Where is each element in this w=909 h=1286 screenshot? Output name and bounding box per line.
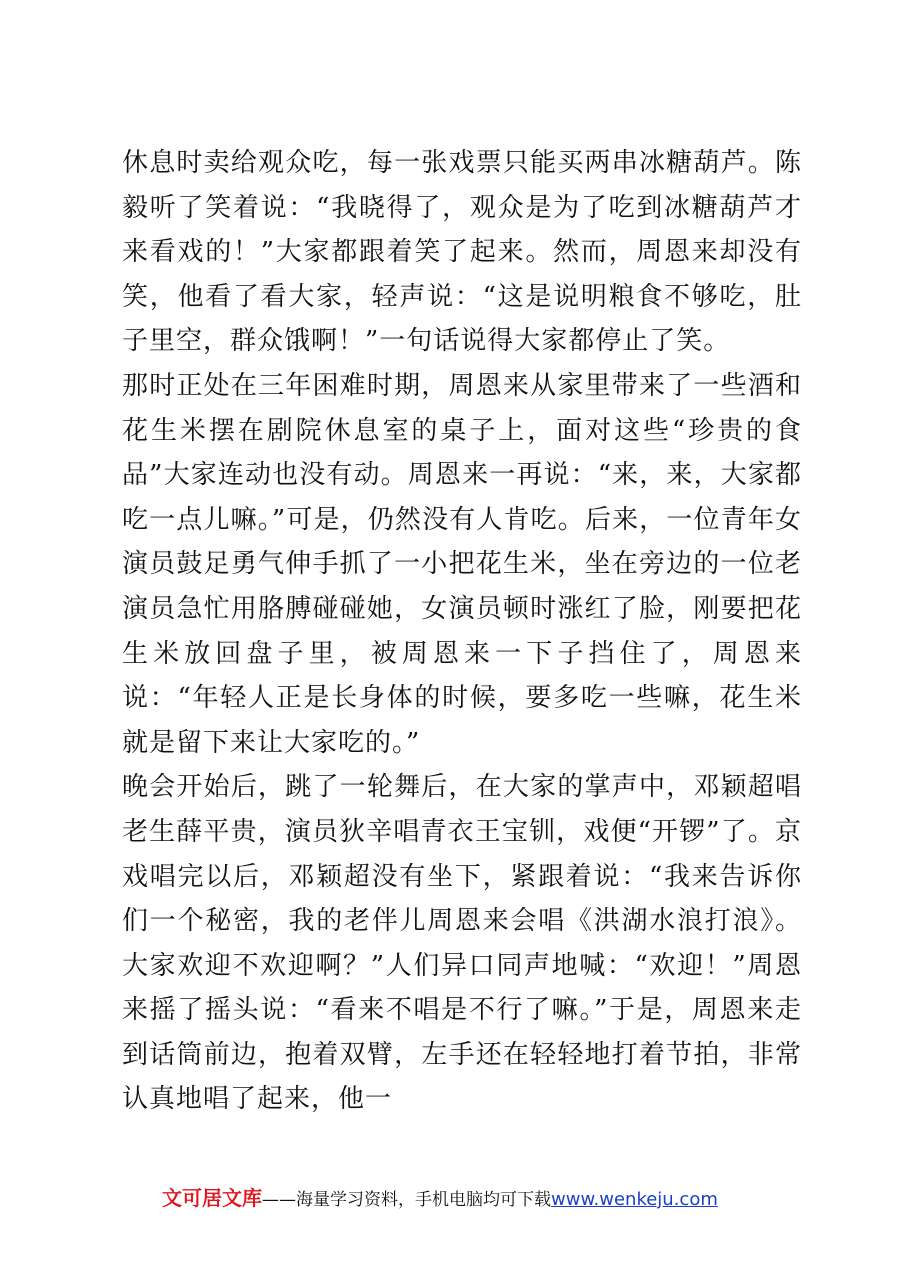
footer-link[interactable]: www.wenkeju.com — [551, 1189, 718, 1210]
footer-brand: 文可居文库 — [162, 1186, 262, 1210]
footer-slogan: ——海量学习资料，手机电脑均可下载 — [262, 1190, 551, 1210]
paragraph-3: 晚会开始后，跳了一轮舞后，在大家的掌声中，邓颖超唱老生薛平贵，演员狄辛唱青衣王宝钏，戏便“开锣”了。京戏唱完以后，邓颖超没有坐下，紧跟着说：“我来告诉你们一个秘密，我的老伴儿周恩来会唱《洪湖水浪打浪》。大家欢迎不欢迎啊？”人们异口同声地喊：“欢迎！”周恩来摇了摇头说：“看来不唱是不行了嘛。”于是，周恩来走到话筒前边，抱着双臂，左手还在轻轻地打着节拍，非常认真地唱了起来，他一 — [122, 772, 802, 1115]
footer-banner — [162, 1184, 782, 1212]
paragraph-1: 休息时卖给观众吃，每一张戏票只能买两串冰糖葫芦。陈毅听了笑着说：“我晓得了，观众是为了吃到冰糖葫芦才来看戏的！”大家都跟着笑了起来。然而，周恩来却没有笑，他看了看大家，轻声说：“这是说明粮食不够吃，肚子里空，群众饿啊！”一句话说得大家都停止了笑。 — [122, 148, 802, 357]
paragraph-2: 那时正处在三年困难时期，周恩来从家里带来了一些酒和花生米摆在剧院休息室的桌子上，面对这些“珍贵的食品”大家连动也没有动。周恩来一再说：“来，来，大家都吃一点儿嘛。”可是，仍然没有人肯吃。后来，一位青年女演员鼓足勇气伸手抓了一小把花生米，坐在旁边的一位老演员急忙用胳膊碰碰她，女演员顿时涨红了脸，刚要把花生米放回盘子里，被周恩来一下子挡住了，周恩来说：“年轻人正是长身体的时候，要多吃一些嘛，花生米就是留下来让大家吃的。” — [122, 370, 802, 758]
document-body — [122, 141, 802, 1122]
